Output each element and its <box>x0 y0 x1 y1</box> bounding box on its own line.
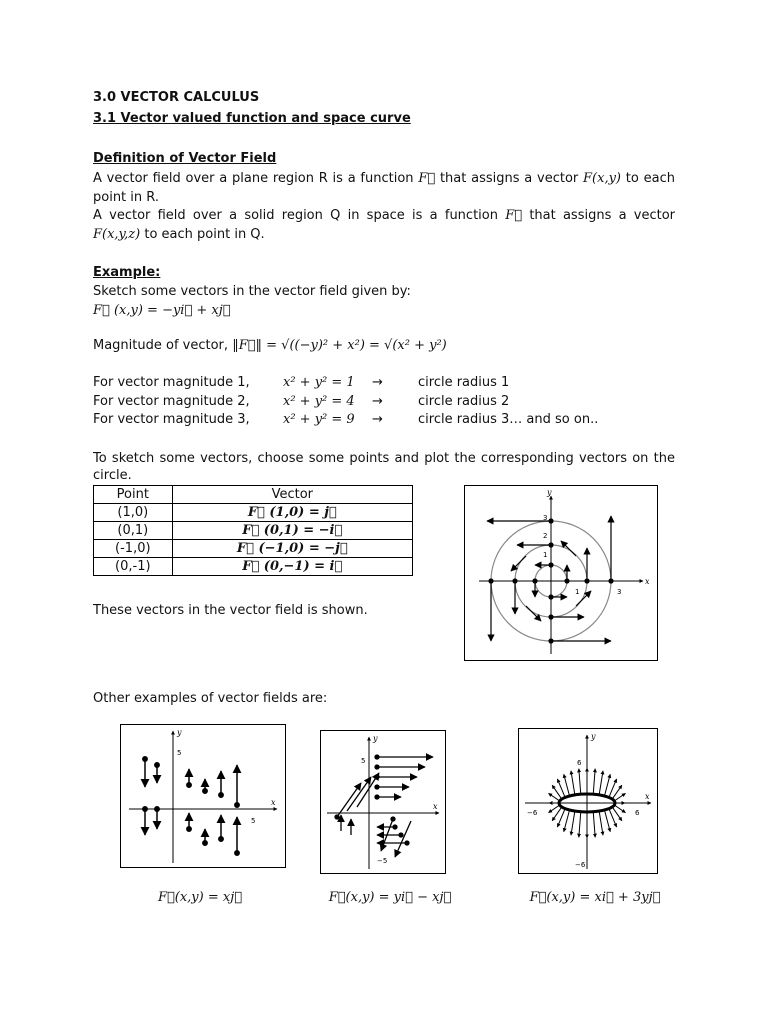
table-row <box>94 504 413 522</box>
tick-label: −6 <box>575 861 586 869</box>
y-axis-label: y <box>373 734 378 743</box>
vector-field-circles-figure <box>464 485 658 661</box>
tick-label: 3 <box>543 514 548 522</box>
table-header-row <box>94 486 413 504</box>
vector-field-figure-c <box>518 728 658 874</box>
table-cell-point: (-1,0) <box>94 540 173 558</box>
table-row <box>94 558 413 576</box>
example-title: Example: <box>93 265 161 280</box>
x-axis-label: x <box>645 577 650 586</box>
tick-label: 5 <box>251 817 256 825</box>
table-row <box>94 522 413 540</box>
table-row <box>94 540 413 558</box>
definition-line-2: point in R. <box>93 190 159 205</box>
tick-label: 1 <box>543 551 548 559</box>
field-arrow <box>599 771 603 795</box>
tick-label: 6 <box>635 809 640 817</box>
x-axis-label: x <box>433 802 438 811</box>
y-axis-label: y <box>547 488 552 497</box>
example-intro: Sketch some vectors in the vector field given by: <box>93 284 411 299</box>
table-cell-point: (1,0) <box>94 504 173 522</box>
vector-field-figure-b <box>320 730 446 874</box>
table-header-point: Point <box>94 486 173 504</box>
y-axis-label: y <box>177 728 182 737</box>
field-arrow <box>571 771 575 795</box>
y-axis-label: y <box>591 732 596 741</box>
x-axis-label: x <box>645 792 650 801</box>
field-arrow <box>579 769 581 795</box>
field-arrow <box>579 812 581 838</box>
table-cell-vector: F⃗ (0,−1) = i⃗ <box>172 558 412 576</box>
field-arrow <box>604 810 610 832</box>
caption-figure-b: F⃗(x,y) = yi⃗ − xj⃗ <box>328 890 452 905</box>
magnitude-row-label: For vector magnitude 2, <box>93 394 250 409</box>
magnitude-row-label: For vector magnitude 3, <box>93 412 250 427</box>
x-axis-label: x <box>271 798 276 807</box>
section-heading: 3.1 Vector valued function and space curve <box>93 111 411 126</box>
sketch-instruction: To sketch some vectors, choose some points and plot the corresponding vectors on the <box>93 451 675 466</box>
arrow-symbol: → <box>372 394 383 409</box>
tick-label: 2 <box>543 532 548 540</box>
tick-label: 6 <box>577 759 582 767</box>
field-arrow <box>599 811 603 835</box>
tick-label: 5 <box>177 749 182 757</box>
table-cell-point: (0,-1) <box>94 558 173 576</box>
sketch-instruction-cont: circle. <box>93 468 132 483</box>
field-arrow <box>571 811 575 835</box>
point-vector-table <box>93 485 413 576</box>
magnitude-line: Magnitude of vector, ‖F⃗‖ = √((−y)² + x²) = √(x² + y²) <box>93 338 447 353</box>
magnitude-row-result: circle radius 3… and so on.. <box>418 412 599 427</box>
definition-line-1: A vector field over a plane region R is a function F⃗ that assigns a vector F(x,y) to each <box>93 171 675 186</box>
tick-label: −5 <box>377 857 388 865</box>
magnitude-row-label: For vector magnitude 1, <box>93 375 250 390</box>
caption-figure-a: F⃗(x,y) = xj⃗ <box>157 890 243 905</box>
tick-label: 1 <box>575 588 580 596</box>
magnitude-row-eq: x² + y² = 9 <box>283 412 355 427</box>
field-arrow <box>564 810 570 832</box>
magnitude-row-eq: x² + y² = 4 <box>283 394 355 409</box>
tick-label: −6 <box>527 809 538 817</box>
magnitude-row-result: circle radius 1 <box>418 375 510 390</box>
chapter-heading: 3.0 VECTOR CALCULUS <box>93 90 260 105</box>
table-header-vector: Vector <box>172 486 412 504</box>
field-arrow <box>593 769 595 795</box>
circles-diagram <box>465 486 657 660</box>
arrow-symbol: → <box>372 375 383 390</box>
tick-label: 3 <box>617 588 622 596</box>
definition-title: Definition of Vector Field <box>93 151 277 166</box>
magnitude-row-result: circle radius 2 <box>418 394 510 409</box>
field-arrow <box>604 774 610 796</box>
table-cell-vector: F⃗ (0,1) = −i⃗ <box>172 522 412 540</box>
vector-field-figure-a <box>120 724 286 868</box>
field-equation: F⃗ (x,y) = −yi⃗ + xj⃗ <box>93 303 231 318</box>
caption-figure-c: F⃗(x,y) = xi⃗ + 3yj⃗ <box>529 890 661 905</box>
table-cell-point: (0,1) <box>94 522 173 540</box>
tick-label: 5 <box>361 757 366 765</box>
definition-line-3: A vector field over a solid region Q in space is a function F⃗ that assigns a vector <box>93 208 676 223</box>
magnitude-row-eq: x² + y² = 1 <box>283 375 355 390</box>
table-cell-vector: F⃗ (1,0) = j⃗ <box>172 504 412 522</box>
vectors-shown-text: These vectors in the vector field is shown. <box>93 603 368 618</box>
table-cell-vector: F⃗ (−1,0) = −j⃗ <box>172 540 412 558</box>
other-examples-text: Other examples of vector fields are: <box>93 691 328 706</box>
definition-line-4: F(x,y,z) to each point in Q. <box>93 227 265 242</box>
field-arrow <box>593 812 595 838</box>
arrow-symbol: → <box>372 412 383 427</box>
field-arrow <box>564 774 570 796</box>
